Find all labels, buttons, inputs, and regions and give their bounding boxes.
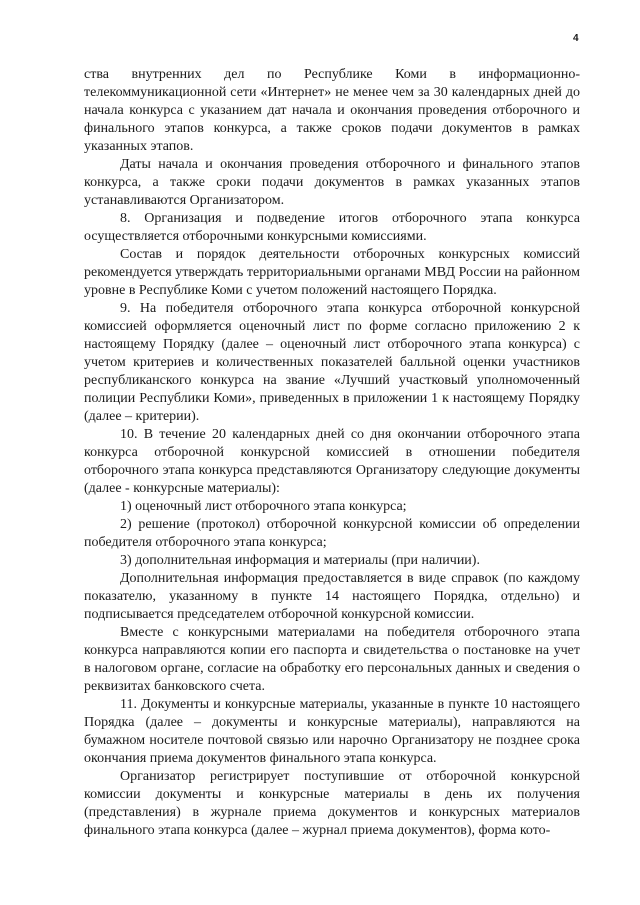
paragraph-item-11: 11. Документы и конкурсные материалы, указанные в пункте 10 настоящего Порядка (далее – документы и конкурсные материалы), направляются на бумажном носителе почтовой связью или нарочно Организатору не позднее срока окончания приема документов финального этапа конкурса. bbox=[84, 697, 580, 766]
paragraph-additional-info: Дополнительная информация предоставляется в виде справок (по каждому показателю, указанному в пункте 14 настоящего Порядка, отдельно) и подписывается председателем отборочной конкурсной комиссии. bbox=[84, 571, 580, 622]
paragraph-item-8: 8. Организация и подведение итогов отборочного этапа конкурса осуществляется отборочными конкурсными комиссиями. bbox=[84, 211, 580, 244]
list-item-2: 2) решение (протокол) отборочной конкурсной комиссии об определении победителя отборочного этапа конкурса; bbox=[84, 517, 580, 550]
paragraph-registration: Организатор регистрирует поступившие от отборочной конкурсной комиссии документы и конкурсные материалы в день их получения (представления) в журнале приема документов и конкурсных материалов финального этапа конкурса (далее – журнал приема документов), форма кото- bbox=[84, 769, 580, 838]
list-item-1: 1) оценочный лист отборочного этапа конкурса; bbox=[120, 499, 407, 514]
paragraph-item-9: 9. На победителя отборочного этапа конкурса отборочной конкурсной комиссией оформляется оценочный лист по форме согласно приложению 2 к настоящему Порядку (далее – оценочный лист отборочного этапа конкурса) с учетом критериев и количественных показателей балльной оценки участников республиканского конкурса на звание «Лучший участковый уполномоченный полиции Республики Коми», приведенных в приложении 1 к настоящему Порядку (далее – критерии). bbox=[84, 301, 580, 424]
paragraph-stage-dates: Даты начала и окончания проведения отборочного и финального этапов конкурса, а также сроки подачи документов в рамках указанных этапов устанавливаются Организатором. bbox=[84, 157, 580, 208]
paragraph-attachments: Вместе с конкурсными материалами на победителя отборочного этапа конкурса направляются копии его паспорта и свидетельства о постановке на учет в налоговом органе, согласие на обработку его персональных данных и сведения о реквизитах банковского счета. bbox=[84, 625, 580, 694]
paragraph-item-10: 10. В течение 20 календарных дней со дня окончании отборочного этапа конкурса отборочной конкурсной комиссией в отношении победителя отборочного этапа конкурса представляются Организатору следующие документы (далее - конкурсные материалы): bbox=[84, 427, 580, 496]
page-number: 4 bbox=[573, 33, 579, 44]
paragraph-continuation: ства внутренних дел по Республике Коми в информационно-телекоммуникационной сети «Интернет» не менее чем за 30 календарных дней до начала конкурса с указанием дат начала и окончания проведения отборочного и финального этапов конкурса, а также сроков подачи документов в рамках указанных этапов. bbox=[84, 67, 580, 154]
paragraph-commission-composition: Состав и порядок деятельности отборочных конкурсных комиссий рекомендуется утверждать территориальными органами МВД России на районном уровне в Республике Коми с учетом положений настоящего Порядка. bbox=[84, 247, 580, 298]
document-body bbox=[84, 66, 580, 840]
list-item-3: 3) дополнительная информация и материалы (при наличии). bbox=[120, 553, 480, 568]
